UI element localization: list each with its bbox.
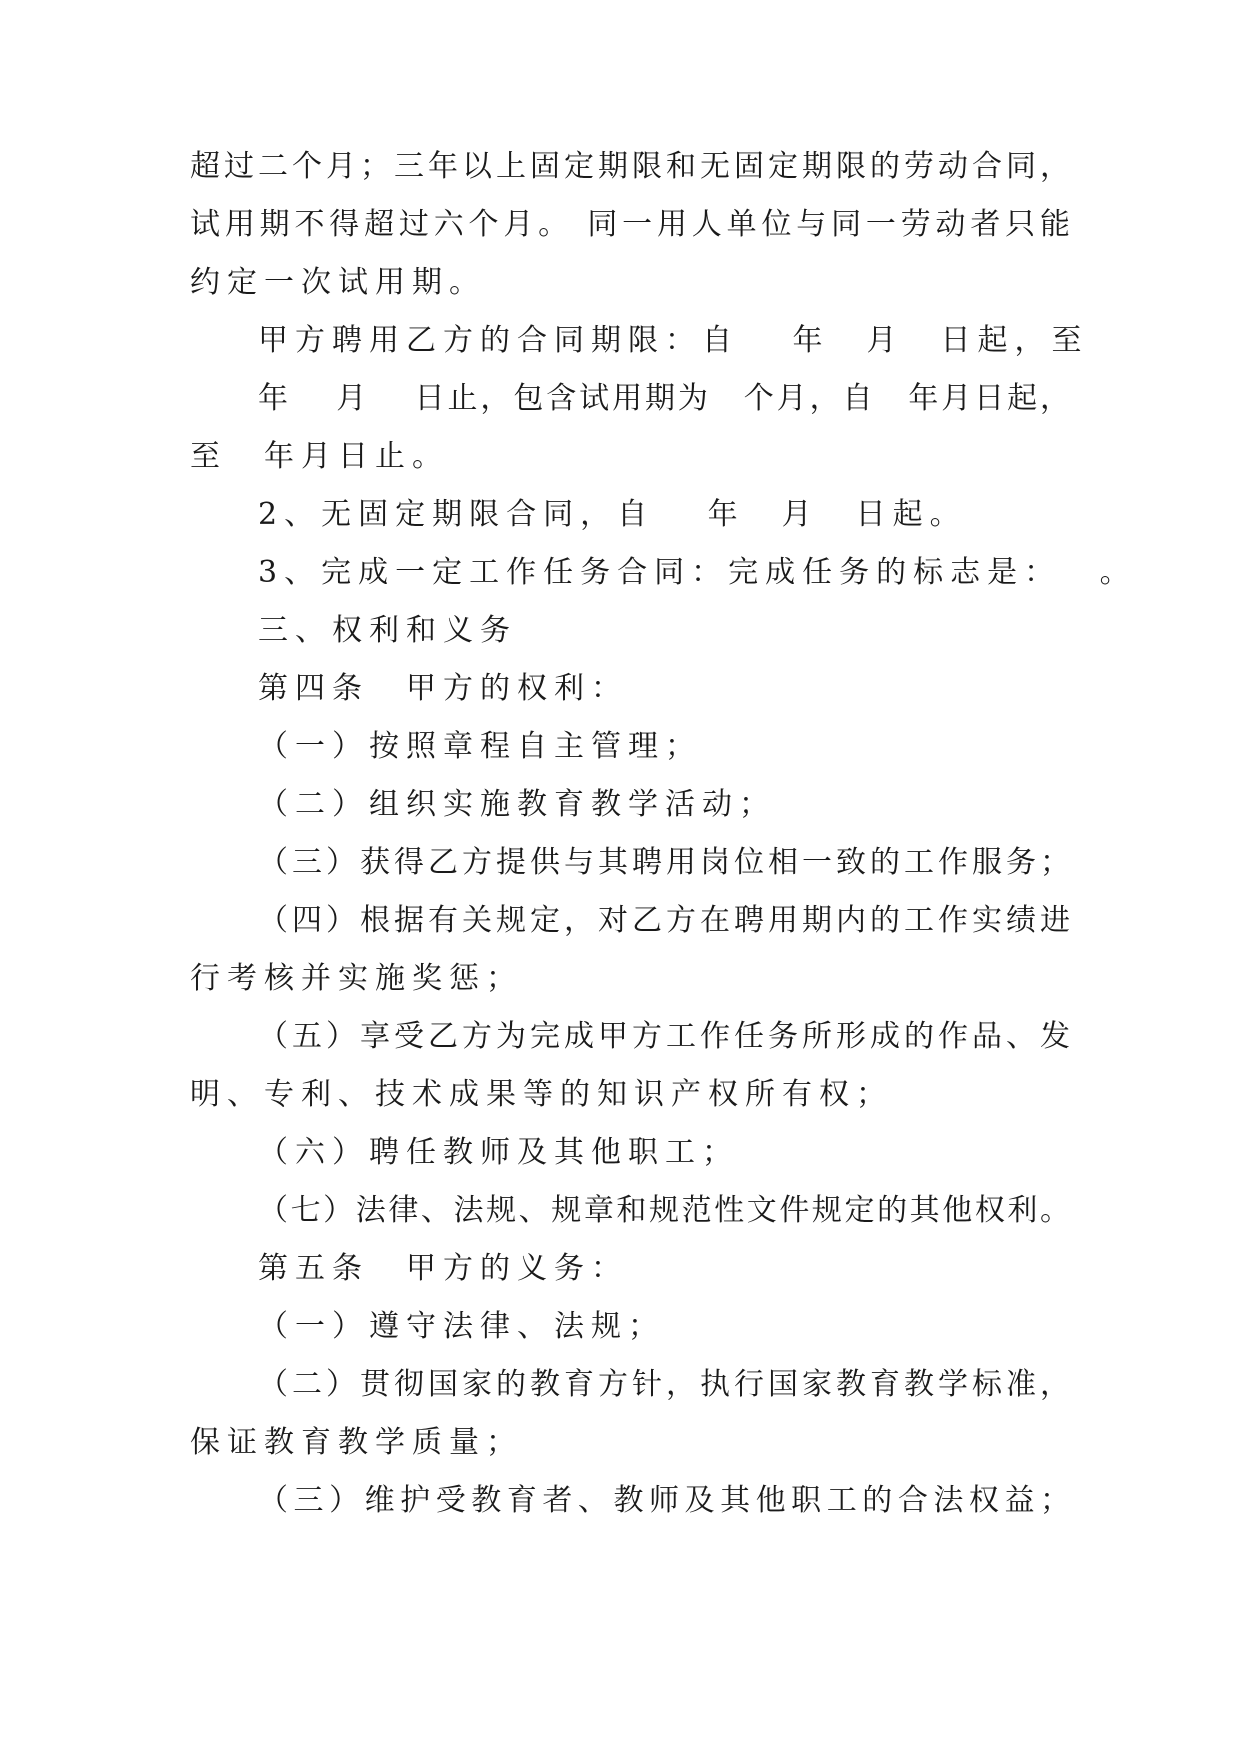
text-line: 约定一次试用期。 <box>190 265 486 300</box>
text-line: 年 月 日止，包含试用期为 个月，自 年月日起， <box>258 381 1070 416</box>
list-item: （三）维护受教育者、教师及其他职工的合法权益； <box>258 1483 1070 1518</box>
list-item: （四）根据有关规定，对乙方在聘用期内的工作实绩进 <box>258 903 1070 938</box>
text-line: 至 年月日止。 <box>190 439 449 474</box>
text-line: 甲方聘用乙方的合同期限：自 年 月 日起，至 <box>258 323 1089 358</box>
list-item: （五）享受乙方为完成甲方工作任务所形成的作品、发 <box>258 1019 1070 1054</box>
text-line: 试用期不得超过六个月。 同一用人单位与同一劳动者只能 <box>190 207 1070 242</box>
list-item: （六）聘任教师及其他职工； <box>258 1135 739 1170</box>
list-item: （二）贯彻国家的教育方针，执行国家教育教学标准， <box>258 1367 1070 1402</box>
text-line: 3、完成一定工作任务合同：完成任务的标志是： 。 <box>258 555 1137 590</box>
text-line: 保证教育教学质量； <box>190 1425 523 1460</box>
text-line: 行考核并实施奖惩； <box>190 961 523 996</box>
list-item: （二）组织实施教育教学活动； <box>258 787 776 822</box>
text-line: 超过二个月；三年以上固定期限和无固定期限的劳动合同， <box>190 149 1070 184</box>
list-item: （一）遵守法律、法规； <box>258 1309 665 1344</box>
list-item: （三）获得乙方提供与其聘用岗位相一致的工作服务； <box>258 845 1070 880</box>
article-heading: 第五条 甲方的义务： <box>258 1251 628 1286</box>
section-heading: 三、权利和义务 <box>258 613 517 648</box>
text-line: 明、专利、技术成果等的知识产权所有权； <box>190 1077 893 1112</box>
article-heading: 第四条 甲方的权利： <box>258 671 628 706</box>
text-line: 2、无固定期限合同，自 年 月 日起。 <box>258 497 967 532</box>
list-item: （七）法律、法规、规章和规范性文件规定的其他权利。 <box>258 1193 1070 1228</box>
list-item: （一）按照章程自主管理； <box>258 729 702 764</box>
